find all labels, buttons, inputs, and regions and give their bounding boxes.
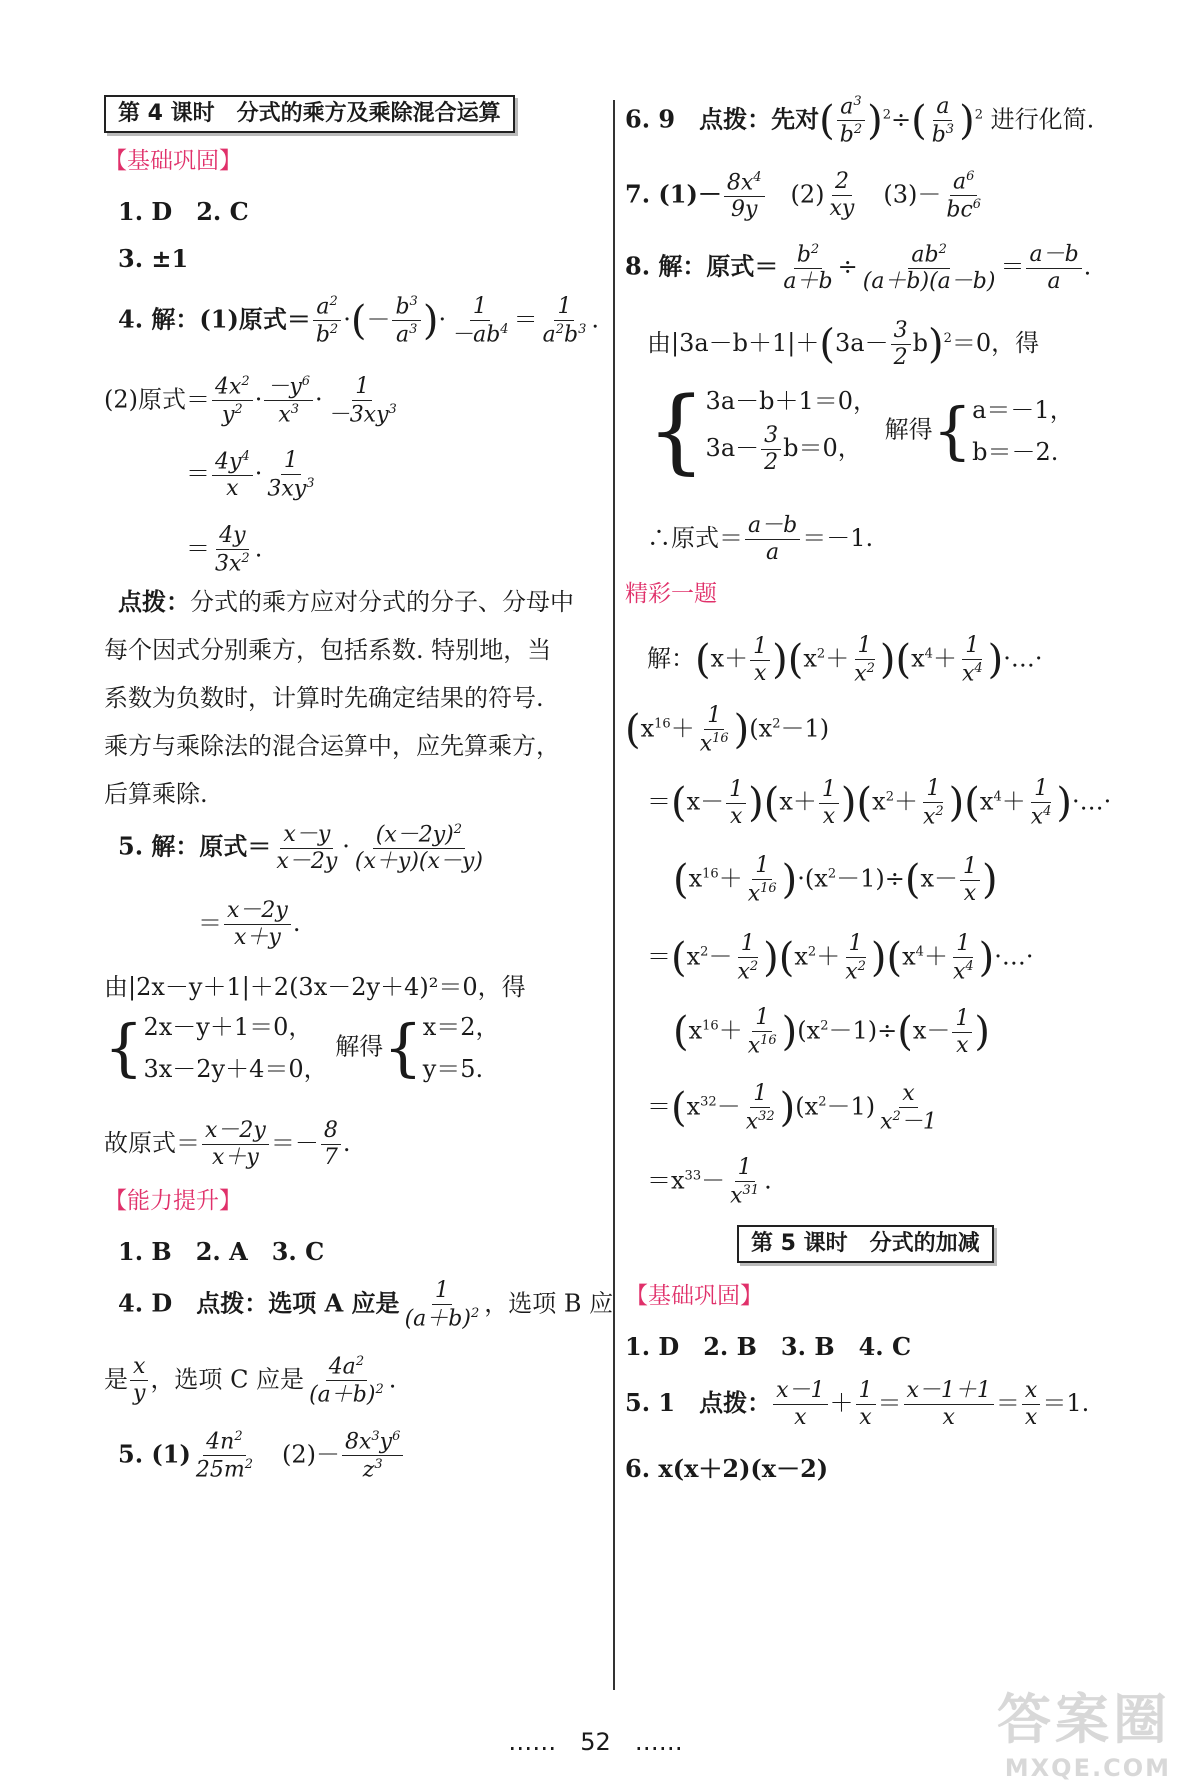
r8-sol-2: b＝－2.: [972, 438, 1059, 466]
n4a-label: 4. D 点拨：选项 A 应是: [118, 1288, 400, 1318]
highlight-line-4: ($x^{16}+$ $\frac{1}{x^{16}}$ )$\cdot(x^2-1)\div(x-$ $\frac{1}{x}$ ): [673, 853, 998, 907]
lesson5-answer-5: 5. 1 点拨： $\frac{x-1}{x}$ ＋ $\frac{1}{x}$ ＝ $\frac{x-1+1}{x}$ ＝ $\frac{x}{x}$ ＝1.: [625, 1378, 1090, 1430]
tip-line-2: 每个因式分别乘方，包括系数. 特别地，当: [104, 636, 552, 664]
highlight-line-1: 解：(x＋ $\frac{1}{x}$ )($x^2+$ $\frac{1}{x^2}$ )($x^4+$ $\frac{1}{x^4}$ )·…·: [647, 633, 1043, 687]
answer-r6: 6. 9 点拨：先对( $\frac{a^3}{b^2}$ )$^2$÷( $\frac{a}{b^3}$ )$^2$ 进行化简.: [625, 93, 1095, 148]
highlight-line-2: ($x^{16}+$ $\frac{1}{x^{16}}$ )$(x^2-1)$: [625, 703, 830, 757]
n5b-label: (2)－: [281, 1440, 340, 1469]
q4-2-label: (2)原式＝: [104, 385, 210, 414]
jie-label: 解：: [647, 644, 695, 673]
answer-3: 3. ±1: [118, 244, 189, 273]
r8-sol-1: a＝－1，: [972, 396, 1074, 424]
r8-cond: 由|3a－b＋1|＋: [647, 329, 820, 357]
r8-sys-1: 3a－b＋1＝0，: [705, 386, 878, 415]
q5-solve: 解得: [335, 1032, 384, 1061]
answer-r8: 8. 解：原式＝ $\frac{b^2}{a+b}$ ÷ $\frac{ab^2}{(a+b)(a-b)}$ ＝ $\frac{a-b}{a}$ .: [625, 241, 1092, 295]
ability-1-3: 1. B 2. A 3. C: [118, 1237, 325, 1266]
highlight-line-6: ($x^{16}+$ $\frac{1}{x^{16}}$ )$(x^2-1)\div(x-$ $\frac{1}{x}$ ): [673, 1005, 990, 1059]
r8-sys-2-post: b＝0，: [783, 433, 862, 462]
section-basic: 【基础巩固】: [104, 148, 242, 174]
r6-end: 进行化简.: [990, 105, 1095, 134]
answer-1-2: 1. D 2. C: [118, 197, 249, 226]
r8-label: 8. 解：原式＝: [625, 251, 779, 281]
tip-line-3: 系数为负数时，计算时先确定结果的符号.: [104, 684, 544, 712]
ability-4a: 4. D 点拨：选项 A 应是 $\frac{1}{(a+b)^2}$ ，选项 B 应: [118, 1278, 614, 1332]
r7-label: 7. (1)－: [625, 179, 722, 209]
answer-4-2: (2)原式＝ $\frac{4x^2}{y^2}$ · $\frac{-y^6}{x^3}$ · $\frac{1}{-3xy^3}$: [104, 373, 397, 428]
n4b-mid: ，选项 C 应是: [150, 1365, 305, 1394]
lesson-5-title: 第 5 课时 分式的加减: [737, 1225, 994, 1263]
q5-sol-2: y＝5.: [422, 1055, 484, 1083]
r8-cond-end: ＝0，得: [951, 329, 1040, 357]
column-divider: [613, 100, 615, 1690]
watermark-main: 答案圈: [997, 1688, 1171, 1751]
ability-4b: 是 $\frac{x}{y}$ ，选项 C 应是 $\frac{4a^2}{(a+b)^2}$ .: [104, 1354, 397, 1408]
answer-5-final: 故原式＝ $\frac{x-2y}{x+y}$ ＝－ $\frac{8}{7}$ .: [104, 1118, 351, 1170]
tip-line-1: [118, 587, 574, 616]
highlight-line-8: $=x^{33}-$ $\frac{1}{x^{31}}$ .: [647, 1155, 772, 1209]
q5-sys-1: 2x－y＋1＝0，: [143, 1013, 313, 1041]
n4a-end: ，选项 B 应: [484, 1289, 614, 1318]
answer-4-1: 4. 解：(1)原式＝ $\frac{a^2}{b^2}$ ·(－ $\frac{b^3}{a^3}$ )· $\frac{1}{-ab^4}$ ＝ $\frac{1}{a^2b^3}$ .: [118, 293, 599, 348]
answer-5-system: { 2x－y＋1＝0， 3x－2y＋4＝0， 解得{ x＝2， y＝5.: [104, 1011, 500, 1084]
q5-sys-2: 3x－2y＋4＝0，: [143, 1055, 328, 1083]
lesson5-answer-6: 6. x(x＋2)(x－2): [625, 1454, 829, 1483]
r6-label: 6. 9 点拨：先对: [625, 104, 820, 134]
lesson5-answer-1-4: 1. D 2. B 3. B 4. C: [625, 1332, 912, 1361]
watermark-domain: MXQE.COM: [1004, 1754, 1171, 1782]
tip-text-1: 分式的乘方应对分式的分子、分母中: [190, 588, 574, 616]
ability-5: 5. (1) $\frac{4n^2}{25m^2}$ (2)－ $\frac{8x^3y^6}{z^3}$: [118, 1430, 405, 1482]
q5-sol-1: x＝2，: [422, 1013, 500, 1041]
watermark: [997, 1677, 1171, 1782]
answer-r8-final: ∴原式＝ $\frac{a-b}{a}$ ＝－1.: [647, 513, 874, 565]
page-number-value: 52: [580, 1728, 611, 1756]
section-basic-2: 【基础巩固】: [625, 1283, 763, 1309]
r8-sys-2-pre: 3a－: [705, 433, 760, 462]
answer-5-step2: ＝ $\frac{x-2y}{x+y}$ .: [198, 898, 301, 950]
answer-4-2-step3: ＝ $\frac{4y}{3x^2}$ .: [186, 523, 263, 577]
r8-solve: 解得: [884, 415, 933, 444]
answer-5-condition: 由|2x－y＋1|＋2(3x－2y＋4)²＝0，得: [104, 973, 526, 1001]
answer-4-2-step2: ＝ $\frac{4y^4}{x}$ · $\frac{1}{3xy^3}$: [186, 448, 315, 502]
r8-final-label: ∴原式＝: [647, 524, 743, 552]
page-dots-left: ……: [508, 1728, 557, 1756]
highlight-line-7: $=(x^{32}-$ $\frac{1}{x^{32}}$ )$(x^2-1)$ $\frac{x}{x^2-1}$: [647, 1081, 937, 1135]
highlight-line-3: ＝(x－ $\frac{1}{x}$ )(x＋ $\frac{1}{x}$ )($x^2+$ $\frac{1}{x^2}$ )($x^4+$ $\frac{1}{x^4}$ )·…·: [647, 776, 1112, 830]
section-ability: 【能力提升】: [104, 1188, 242, 1214]
tip-line-4: 乘方与乘除法的混合运算中，应先算乘方，: [104, 732, 560, 760]
s5-label: 5. 1 点拨：: [625, 1388, 772, 1417]
answer-r8-system: { 3a－b＋1＝0， 3a－ $\frac{3}{2}$ b＝0， 解得{ a＝－1， b＝－2.: [647, 377, 1074, 484]
r7b-label: (2): [790, 180, 825, 209]
answer-5: 5. 解：原式＝ $\frac{x-y}{x-2y}$ · $\frac{(x-2y)^2}{(x+y)(x-y)}$: [118, 821, 483, 875]
r8-final-end: ＝－1.: [802, 524, 874, 552]
highlight-line-5: $=(x^2-$ $\frac{1}{x^2}$ )($x^2+$ $\frac{1}{x^2}$ )($x^4+$ $\frac{1}{x^4}$ )·…·: [647, 931, 1034, 985]
section-highlight: 精彩一题: [625, 581, 717, 607]
answer-r7: 7. (1)－ $\frac{8x^4}{9y}$ (2) $\frac{2}{xy}$ (3)－ $\frac{a^6}{bc^6}$: [625, 169, 982, 223]
tip-label: 点拨：: [118, 587, 190, 616]
n5-label: 5. (1): [118, 1439, 191, 1469]
q4-1-label: 4. 解：(1)原式＝: [118, 304, 311, 334]
tip-line-5: 后算乘除.: [104, 780, 208, 808]
q5-label: 5. 解：原式＝: [118, 831, 272, 861]
r7c-label: (3)－: [883, 180, 942, 209]
n4b-label: 是: [104, 1365, 128, 1394]
q5-final-label: 故原式＝: [104, 1129, 200, 1157]
answer-r8-condition: 由|3a－b＋1|＋(3a－ $\frac{3}{2}$ b)$^2$＝0，得: [647, 318, 1040, 370]
lesson-4-title: 第 4 课时 分式的乘方及乘除混合运算: [104, 95, 515, 133]
page-dots-right: ……: [634, 1728, 683, 1756]
